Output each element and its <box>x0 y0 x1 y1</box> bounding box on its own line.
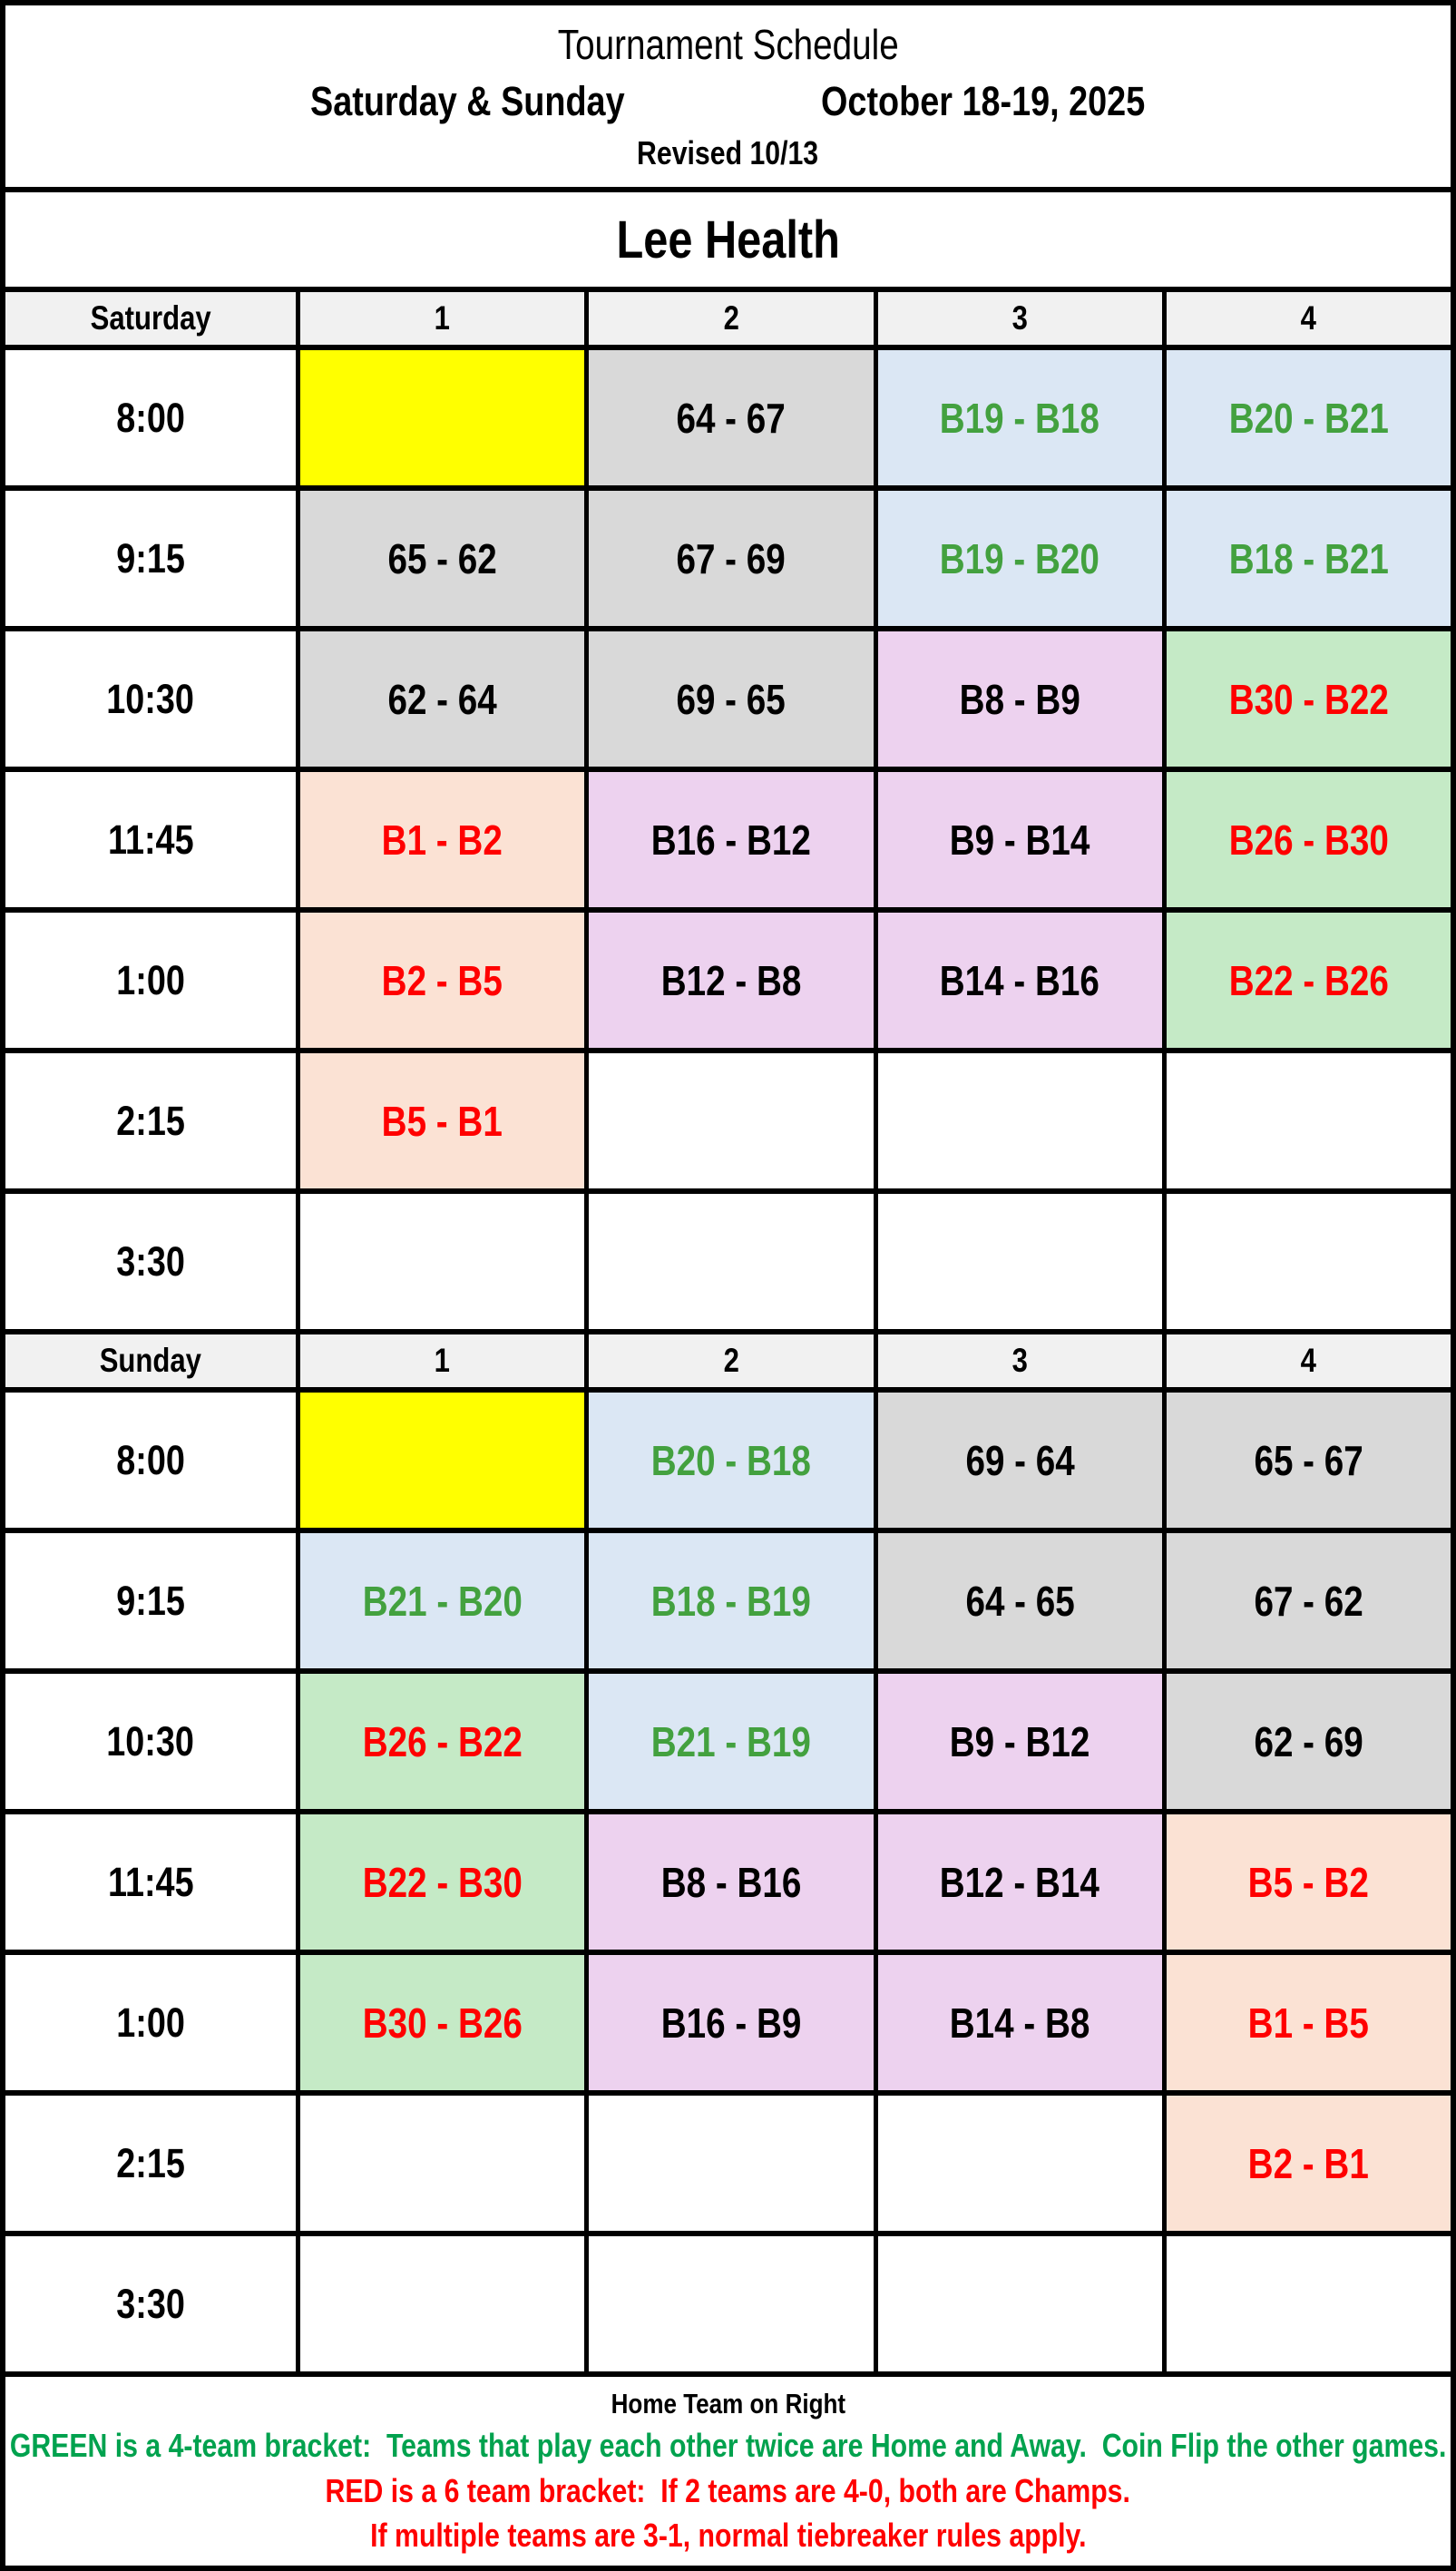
game-text: B20 - B21 <box>1228 394 1389 442</box>
section-saturday <box>5 292 1451 1334</box>
game-cell <box>589 2236 877 2371</box>
court-header-text: 3 <box>1011 299 1028 337</box>
court-header-text: 4 <box>1300 1342 1317 1379</box>
time-row <box>5 1194 1451 1334</box>
court-header-text: 3 <box>1011 1342 1028 1379</box>
court-header-text: 1 <box>434 299 451 337</box>
court-header <box>1167 292 1451 345</box>
game-text: B14 - B8 <box>949 1999 1090 2047</box>
game-cell <box>1167 350 1451 485</box>
court-header <box>300 292 589 345</box>
game-text: B12 - B8 <box>660 956 802 1004</box>
game-text: B12 - B14 <box>940 1858 1100 1906</box>
game-cell <box>1167 491 1451 626</box>
game-cell <box>878 1053 1167 1188</box>
game-cell <box>1167 2236 1451 2371</box>
game-cell <box>1167 2096 1451 2231</box>
game-cell <box>878 772 1167 907</box>
game-text: B20 - B18 <box>650 1436 811 1484</box>
time-label <box>5 1393 300 1528</box>
time-label <box>5 2096 300 2231</box>
time-row <box>5 1533 1451 1674</box>
court-header-text: 2 <box>723 1342 739 1379</box>
game-cell <box>589 1194 877 1329</box>
game-text: 69 - 64 <box>964 1436 1075 1484</box>
page-title <box>525 20 932 69</box>
footer-red-note-2: If multiple teams are 3-1, normal tiebreaker rules apply. <box>369 2517 1087 2555</box>
game-cell <box>589 2096 877 2231</box>
day-header-row <box>5 1334 1451 1393</box>
game-cell <box>589 1053 877 1188</box>
section-sunday <box>5 1334 1451 2377</box>
game-cell <box>300 350 589 485</box>
date-range: October 18-19, 2025 <box>821 78 1146 124</box>
game-cell <box>878 491 1167 626</box>
title-block <box>5 5 1451 192</box>
court-header-text: 2 <box>723 299 739 337</box>
court-header <box>878 1334 1167 1387</box>
court-header <box>878 292 1167 345</box>
game-text: B16 - B12 <box>650 816 811 864</box>
game-text: B22 - B26 <box>1228 956 1389 1004</box>
day-header-row <box>5 292 1451 350</box>
game-cell <box>878 1194 1167 1329</box>
game-text: B21 - B19 <box>650 1717 811 1765</box>
game-cell <box>589 491 877 626</box>
game-text: B9 - B14 <box>949 816 1090 864</box>
game-cell <box>300 1533 589 1668</box>
footer-home-note: Home Team on Right <box>611 2387 845 2419</box>
court-header-text: 1 <box>434 1342 451 1379</box>
time-label-text: 8:00 <box>116 394 185 441</box>
game-cell <box>300 913 589 1048</box>
game-text: B9 - B12 <box>949 1717 1090 1765</box>
game-cell <box>878 1955 1167 2090</box>
time-row <box>5 1674 1451 1814</box>
game-cell <box>878 1814 1167 1950</box>
time-label-text: 2:15 <box>116 2139 185 2186</box>
game-text: B21 - B20 <box>362 1577 523 1625</box>
game-text: 67 - 62 <box>1254 1577 1363 1625</box>
court-header-text: 4 <box>1300 299 1317 337</box>
time-label-text: 11:45 <box>107 816 194 863</box>
game-text: B14 - B16 <box>940 956 1100 1004</box>
game-cell <box>1167 631 1451 767</box>
game-cell <box>589 350 877 485</box>
time-label <box>5 2236 300 2371</box>
game-text: B1 - B2 <box>382 816 503 864</box>
time-row <box>5 772 1451 913</box>
game-text: B2 - B5 <box>382 956 503 1004</box>
page-title-text: Tournament Schedule <box>557 21 899 68</box>
game-text: B30 - B22 <box>1228 675 1389 723</box>
game-cell <box>878 1393 1167 1528</box>
time-row <box>5 913 1451 1053</box>
game-cell <box>589 1674 877 1809</box>
footer-green-note: GREEN is a 4-team bracket: Teams that play each other twice are Home and Away. Coin Flip the other games. <box>9 2427 1447 2465</box>
game-cell <box>1167 913 1451 1048</box>
footer-red-note-1: RED is a 6 team bracket: If 2 teams are 4-0, both are Champs. <box>325 2471 1131 2509</box>
game-cell <box>1167 1194 1451 1329</box>
time-label-text: 9:15 <box>116 534 185 582</box>
game-text: 65 - 67 <box>1254 1436 1363 1484</box>
game-text: B5 - B2 <box>1247 1858 1369 1906</box>
game-text: 64 - 67 <box>676 394 787 442</box>
game-cell <box>1167 1955 1451 2090</box>
time-row <box>5 2236 1451 2377</box>
venue-title: Lee Health <box>5 192 1451 292</box>
game-cell <box>589 1955 877 2090</box>
game-text: B19 - B18 <box>940 394 1100 442</box>
time-label-text: 3:30 <box>116 2280 185 2327</box>
time-label-text: 10:30 <box>106 675 195 722</box>
game-cell <box>589 913 877 1048</box>
time-label <box>5 1814 300 1950</box>
game-cell <box>300 491 589 626</box>
game-text: B5 - B1 <box>382 1097 503 1145</box>
time-label-text: 10:30 <box>106 1717 195 1765</box>
footer <box>5 2377 1451 2566</box>
game-text: B22 - B30 <box>362 1858 523 1906</box>
game-text: 64 - 65 <box>964 1577 1075 1625</box>
day-label <box>5 1334 300 1387</box>
game-text: B18 - B21 <box>1228 534 1389 582</box>
game-cell <box>300 1674 589 1809</box>
game-cell <box>300 1393 589 1528</box>
game-cell <box>878 2096 1167 2231</box>
day-label-text: Saturday <box>90 299 211 337</box>
time-row <box>5 1053 1451 1194</box>
time-label <box>5 1053 300 1188</box>
time-label <box>5 491 300 626</box>
game-cell <box>1167 772 1451 907</box>
game-cell <box>300 1053 589 1188</box>
game-text: B30 - B26 <box>362 1999 523 2047</box>
time-label <box>5 913 300 1048</box>
time-label-text: 8:00 <box>116 1436 185 1483</box>
time-row <box>5 631 1451 772</box>
game-cell <box>300 1955 589 2090</box>
game-text: 69 - 65 <box>676 675 787 723</box>
time-row <box>5 350 1451 491</box>
game-cell <box>300 1194 589 1329</box>
game-cell <box>1167 1674 1451 1809</box>
time-label <box>5 350 300 485</box>
game-text: B18 - B19 <box>650 1577 811 1625</box>
game-text: 67 - 69 <box>676 534 787 582</box>
game-text: 62 - 64 <box>387 675 497 723</box>
time-label-text: 1:00 <box>116 956 185 1003</box>
time-label <box>5 1955 300 2090</box>
game-text: B8 - B9 <box>959 675 1080 723</box>
date-days: Saturday & Sunday <box>309 78 625 124</box>
time-label-text: 11:45 <box>107 1858 194 1905</box>
game-cell <box>878 350 1167 485</box>
game-cell <box>1167 1814 1451 1950</box>
game-cell <box>1167 1533 1451 1668</box>
game-cell <box>878 1533 1167 1668</box>
time-label-text: 9:15 <box>116 1577 185 1624</box>
court-header <box>1167 1334 1451 1387</box>
game-text: B2 - B1 <box>1247 2139 1369 2187</box>
game-cell <box>878 631 1167 767</box>
time-label-text: 3:30 <box>116 1237 185 1285</box>
time-row <box>5 491 1451 631</box>
game-cell <box>300 2096 589 2231</box>
game-cell <box>878 913 1167 1048</box>
game-cell <box>300 772 589 907</box>
time-label <box>5 631 300 767</box>
time-label <box>5 1674 300 1809</box>
time-label <box>5 772 300 907</box>
day-label <box>5 292 300 345</box>
revision-note: Revised 10/13 <box>637 134 819 171</box>
game-text: B26 - B30 <box>1228 816 1389 864</box>
game-cell <box>1167 1053 1451 1188</box>
game-cell <box>300 631 589 767</box>
game-text: 65 - 62 <box>387 534 497 582</box>
game-cell <box>878 2236 1167 2371</box>
time-label-text: 2:15 <box>116 1097 185 1144</box>
date-line <box>280 78 1177 125</box>
game-cell <box>878 1674 1167 1809</box>
time-row <box>5 1955 1451 2096</box>
time-label <box>5 1194 300 1329</box>
game-cell <box>589 772 877 907</box>
game-text: B26 - B22 <box>362 1717 523 1765</box>
court-header <box>589 292 877 345</box>
game-text: 62 - 69 <box>1254 1717 1363 1765</box>
game-cell <box>300 1814 589 1950</box>
game-text: B19 - B20 <box>940 534 1100 582</box>
game-text: B16 - B9 <box>660 1999 802 2047</box>
game-cell <box>1167 1393 1451 1528</box>
game-cell <box>589 631 877 767</box>
time-label <box>5 1533 300 1668</box>
game-text: B8 - B16 <box>660 1858 802 1906</box>
time-label-text: 1:00 <box>116 1999 185 2046</box>
game-text: B1 - B5 <box>1247 1999 1369 2047</box>
game-cell <box>589 1533 877 1668</box>
court-header <box>300 1334 589 1387</box>
time-row <box>5 1814 1451 1955</box>
day-label-text: Sunday <box>99 1342 202 1379</box>
time-row <box>5 1393 1451 1533</box>
game-cell <box>589 1393 877 1528</box>
time-row <box>5 2096 1451 2236</box>
game-cell <box>589 1814 877 1950</box>
game-cell <box>300 2236 589 2371</box>
court-header <box>589 1334 877 1387</box>
